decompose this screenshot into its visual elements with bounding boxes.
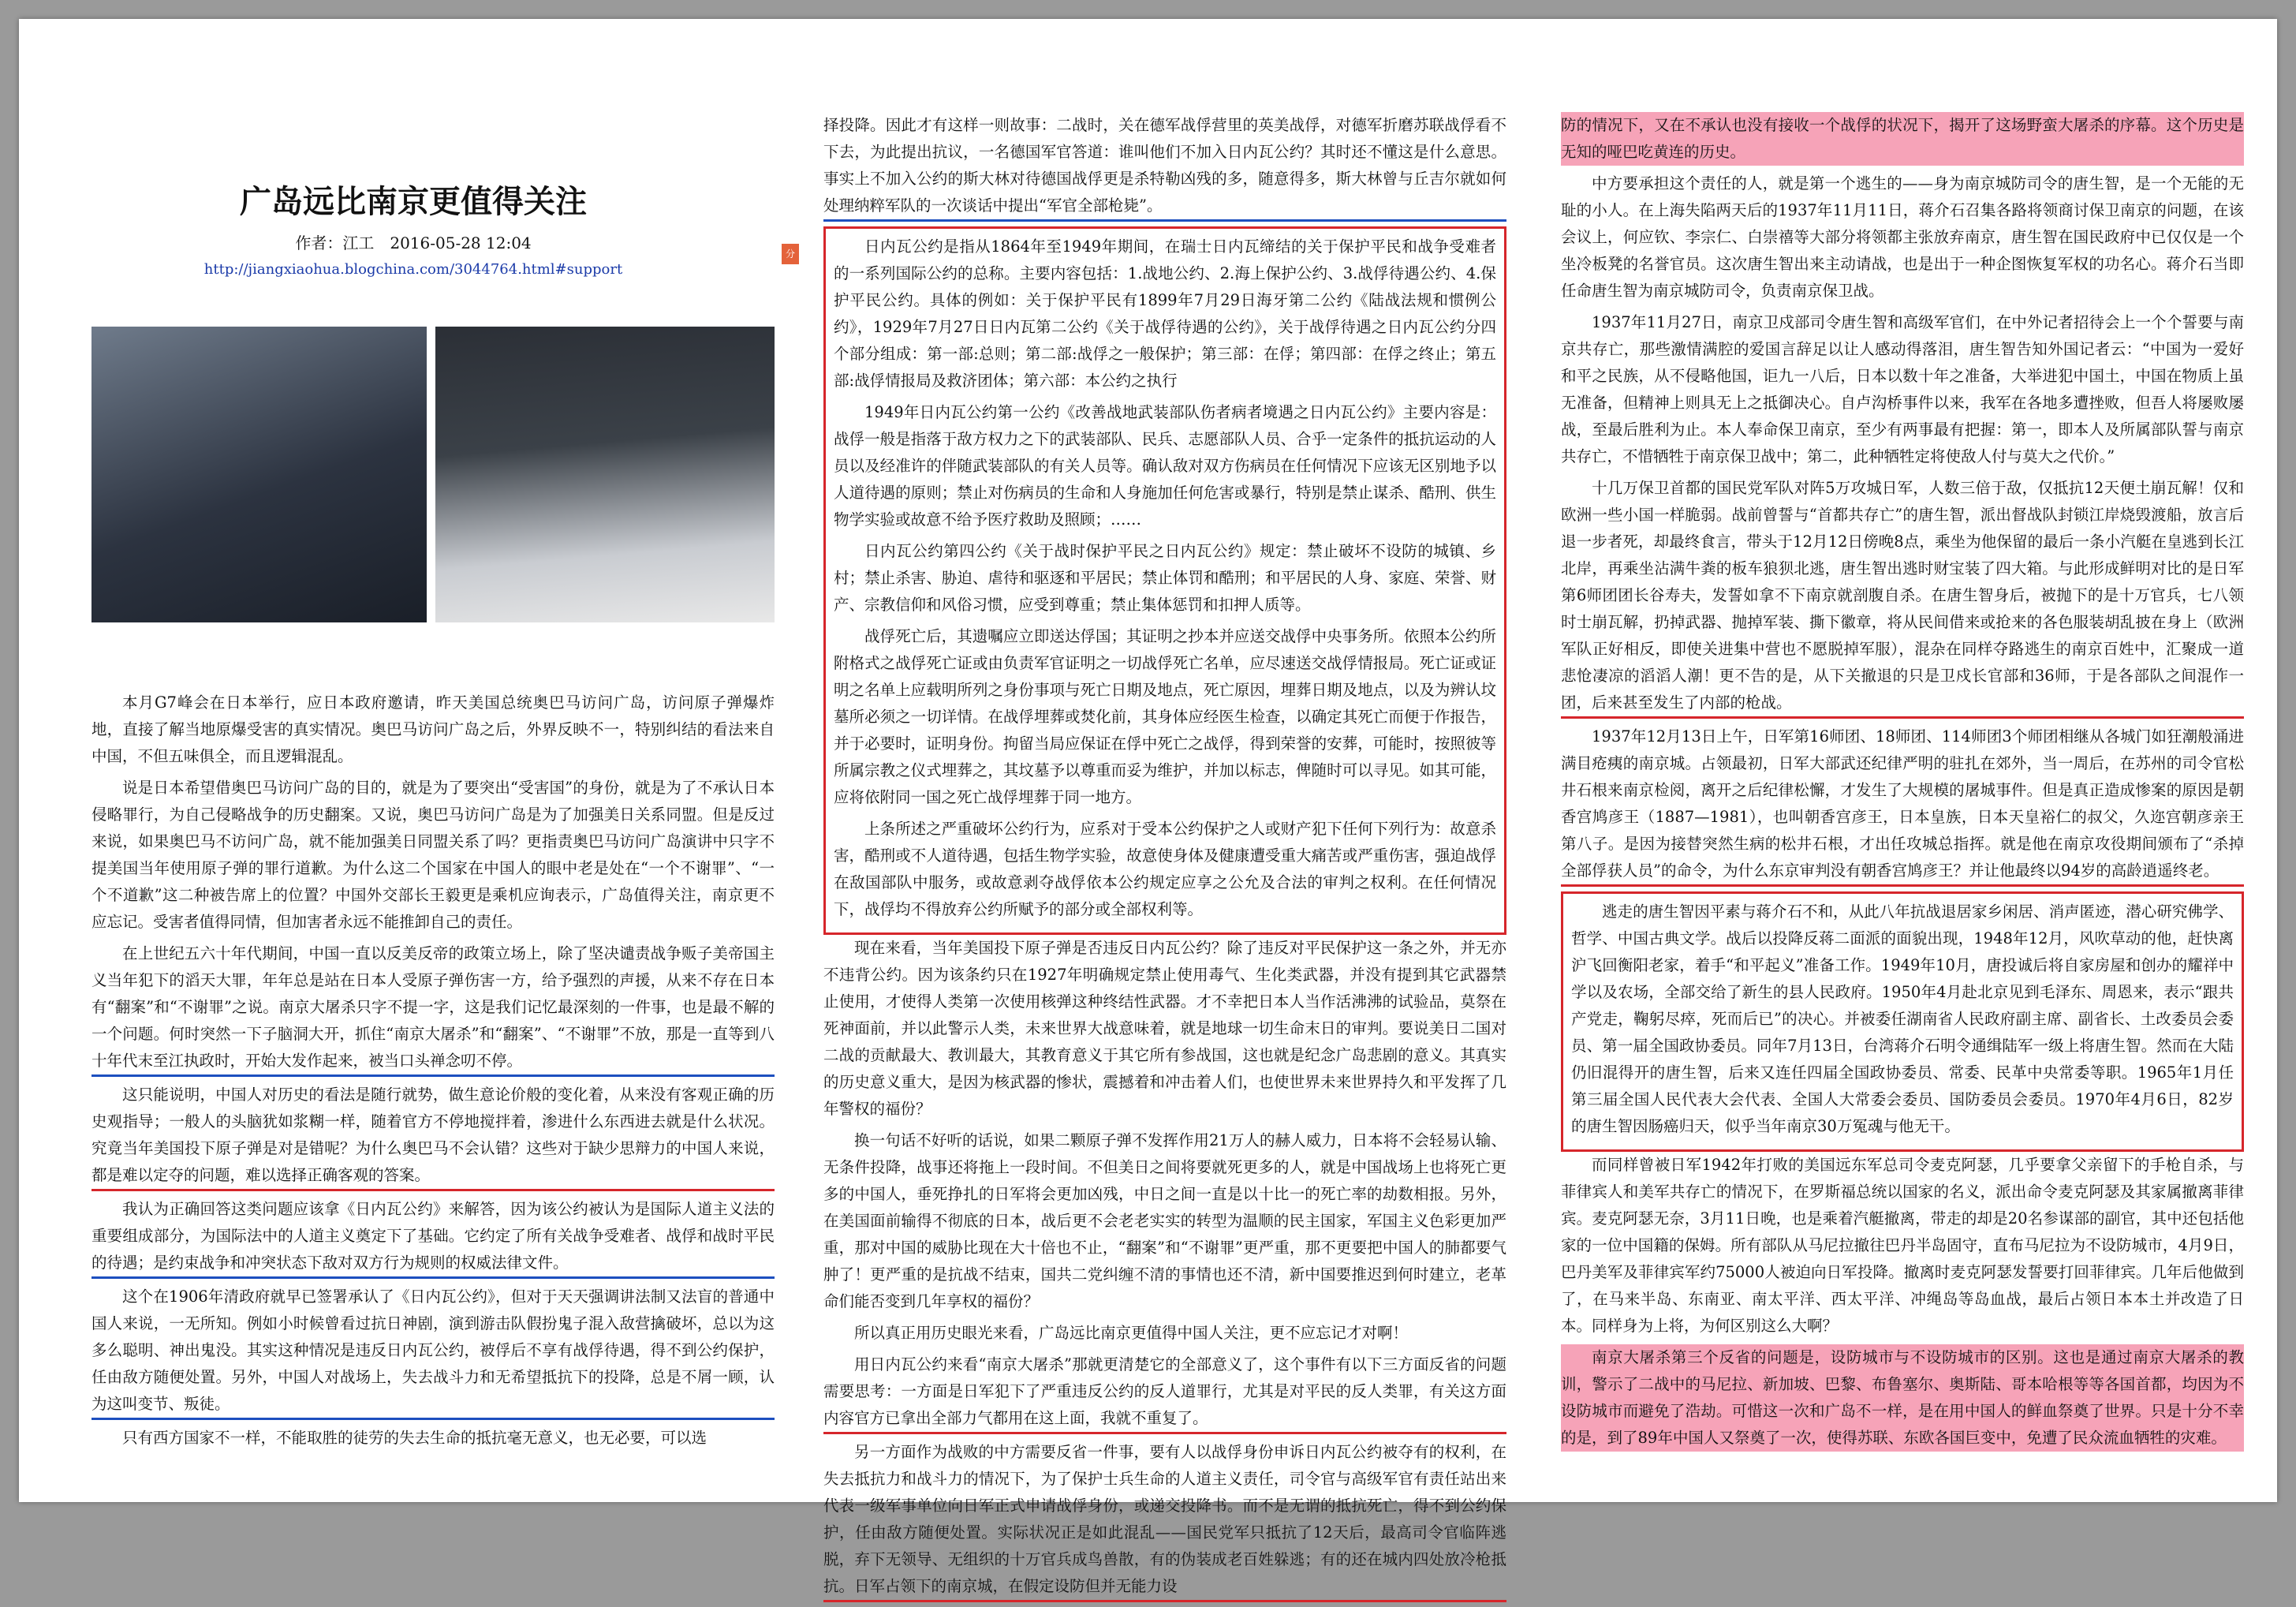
paragraph: 所以真正用历史眼光来看，广岛远比南京更值得中国人关注，更不应忘记才对啊！ (854, 1324, 1409, 1342)
article-title: 广岛远比南京更值得关注 (240, 183, 587, 220)
paragraph: 这只能说明，中国人对历史的看法是随行就势，做生意论价般的变化着，从来没有客观正确的历史观指导；一般人的头脑犹如浆糊一样，随着官方不停地搅拌着，渗进什么东西进去就是什么状况。究竟当年美国投下原子弹是对是错呢？为什么奥巴马不会认错？这些对于缺少思辩力的中国人来说，都是难以定夺的问题，难以选择正确客观的答案。 (91, 1082, 775, 1191)
paragraph: 逃走的唐生智因平素与蒋介石不和，从此八年抗战退居家乡闲居、消声匿迹，潜心研究佛学、哲学、中国古典文学。战后以投降反蒋二面派的面貌出现，1948年12月，风吹草动的他，赶快离沪飞回衡阳老家，着手“和平起义”准备工作。1949年10月，唐投诚后将自家房屋和创办的耀祥中学以及农场，全部交给了新生的县人民政府。1950年4月赴北京见到毛泽东、周恩来，表示“跟共产党走，鞠躬尽瘁，死而后已”的决心。并被委任湖南省人民政府副主席、副省长、土改委员会委员、第一届全国政协委员。同年7月13日，台湾蒋介石明令通缉陆军一级上将唐生智。然而在大陆仍旧混得开的唐生智，后来又连任四届全国政协委员、常委、民革中央常委等职。1965年1月任第三届全国人民代表大会代表、全国人大常委会委员、国防委员会委员。1970年4月6日，82岁的唐生智因肠癌归天，似乎当年南京30万冤魂与他无干。 (1571, 903, 2234, 1135)
author-line: 作者：江工 2016-05-28 12:04 (295, 234, 532, 252)
convention-box (823, 226, 1506, 935)
photo-embrace (91, 327, 427, 622)
paragraph: 换一句话不好听的话说，如果二颗原子弹不发挥作用21万人的赫人威力，日本将不会轻易认输、无条件投降，战事还将拖上一段时间。不但美日之间将要就死更多的人，就是中国战场上也将死亡更多的中国人，垂死挣扎的日军将会更加凶残，中日之间一直是以十比一的死亡率的劫数相报。另外，在美国面前输得不彻底的日本，战后更不会老老实实的转型为温顺的民主国家，军国主义色彩更加严重，那对中国的威胁比现在大十倍也不止，“翻案”和“不谢罪”更严重，那不更要把中国人的肺都要气肿了！更严重的是抗战不结束，国共二党纠缠不清的事情也还不清，新中国要推迟到何时建立，老革命们能否变到几年享权的福份？ (823, 1131, 1506, 1310)
tang-box (1561, 891, 2244, 1152)
paragraph: 这个在1906年清政府就早已签署承认了《日内瓦公约》，但对于天天强调讲法制又法盲的普通中国人来说，一无所知。例如小时候曾看过抗日神剧，演到游击队假扮鬼子混入敌营擒破坏，总以为这多么聪明、神出鬼没。其实这种情况是违反日内瓦公约，被俘后不享有战俘待遇，得不到公约保护，任由敌方随便处置。另外，中国人对战场上，失去战斗力和无希望抵抗下的投降，总是不屑一顾，认为这叫变节、叛徒。 (91, 1284, 775, 1420)
paragraph: 十几万保卫首都的国民党军队对阵5万攻城日军，人数三倍于敌，仅抵抗12天便土崩瓦解！仅和欧洲一些小国一样脆弱。战前曾誓与“首都共存亡”的唐生智，派出督战队封锁江岸烧毁渡船，放言后退一步者死，却最终食言，带头于12月12日傍晚8点，乘坐为他保留的最后一条小汽艇在皇逃到长江北岸，再乘坐沾满牛粪的板车狼狈北逃，唐生智出逃时财宝装了四大箱。与此形成鲜明对比的是日军第6师团团长谷寿夫，发誓如拿不下南京就剖腹自杀。在唐生智身后，被抛下的是十万官兵，七八领时士崩瓦解，扔掉武器、抛掉军装、撕下徽章，将从民间借来或抢来的各色服装胡乱披在身上（欧洲军队正好相反，即使关进集中营也不愿脱掉军服），混杂在同样夺路逃生的南京百姓中，汇聚成一道悲怆凄凉的滔滔人潮！更不告的是，从下关撤退的只是卫戍长官部和36师，于是各部队之间混作一团，后来甚至发生了内部的枪战。 (1561, 475, 2244, 719)
paragraph: 现在来看，当年美国投下原子弹是否违反日内瓦公约？除了违反对平民保护这一条之外，并无亦不违背公约。因为该条约只在1927年明确规定禁止使用毒气、生化类武器，并没有提到其它武器禁止使用，才使得人类第一次使用核弹这种终结性武器。才不幸把日本人当作活沸沸的试验品，莫祭在死神面前，并以此警示人类，未来世界大战意味着，就是地球一切生命末日的审判。要说美日二国对二战的贡献最大、教训最大，其教育意义于其它所有参战国，这也就是纪念广岛悲剧的意义。其真实的历史意义重大，是因为核武器的惨状，震撼着和冲击着人们，也使世界未来世界持久和平发挥了几年警权的福份？ (823, 939, 1506, 1118)
paragraph: 而同样曾被日军1942年打败的美国远东军总司令麦克阿瑟，几乎要拿父亲留下的手枪自杀，与菲律宾人和美军共存亡的情况下，在罗斯福总统以国家的名义，派出命令麦克阿瑟及其家属撤离菲律宾。麦克阿瑟无奈，3月11日晚，也是乘着汽艇撤离，带走的却是20名参谋部的副官，其中还包括他家的一位中国籍的保姆。所有部队从马尼拉撤往巴丹半岛固守，直布马尼拉为不设防城市，4月9日，巴丹美军及菲律宾军约75000人被迫向日军投降。撤离时麦克阿瑟发誓要打回菲律宾。几年后他做到了，在马来半岛、东南亚、南太平洋、西太平洋、冲绳岛等岛血战，最后占领日本本土并改造了日本。同样身为上将，为何区别这么大啊？ (1561, 1156, 2244, 1335)
paragraph: 日内瓦公约是指从1864年至1949年期间，在瑞士日内瓦缔结的关于保护平民和战争受难者的一系列国际公约的总称。主要内容包括：1.战地公约、2.海上保护公约、3.战俘待遇公约、4.保护平民公约。具体的例如：关于保护平民有1899年7月29日海牙第二公约《陆战法规和惯例公约》，1929年7月27日日内瓦第二公约《关于战俘待遇的公约》，关于战俘待遇之日内瓦公约分四个部分组成：第一部:总则；第二部:战俘之一般保护；第三部：在俘；第四部：在俘之终止；第五部:战俘情报局及救济团体；第六部：本公约之执行 (834, 237, 1496, 390)
paragraph: 战俘死亡后，其遗嘱应立即送达俘国；其证明之抄本并应送交战俘中央事务所。依照本公约所附格式之战俘死亡证或由负责军官证明之一切战俘死亡名单，应尽速送交战俘情报局。死亡证或证明之名单上应载明所列之身份事项与死亡日期及地点，死亡原因，埋葬日期及地点，以及为辨认坟墓所必须之一切详情。在战俘埋葬或焚化前，其身体应经医生检查，以确定其死亡而便于作报告，并于必要时，证明身份。拘留当局应保证在俘中死亡之战俘，得到荣誉的安葬，可能时，按照彼等所属宗教之仪式埋葬之，其坟墓予以尊重而妥为维护，并加以标志，俾随时可以寻见。如其可能，应将依附同一国之死亡战俘埋葬于同一地方。 (834, 627, 1496, 806)
share-icon[interactable]: 分 (782, 244, 799, 264)
paragraph: 我认为正确回答这类问题应该拿《日内瓦公约》来解答，因为该公约被认为是国际人道主义法的重要组成部分，为国际法中的人道主义奠定下了基础。它约定了所有关战争受难者、战俘和战时平民的待遇；是约束战争和冲突状态下敌对双方行为规则的权威法律文件。 (91, 1196, 775, 1279)
paragraph: 1937年12月13日上午，日军第16师团、18师团、114师团3个师团相继从各城门如狂潮般涌进满目疮痍的南京城。占领最初，日军大部武还纪律严明的驻扎在郊外，当一周后，在苏州的司令官松井石根来南京检阅，离开之后纪律松懈，才发生了大规模的屠城事件。但是真正造成惨案的原因是朝香宫鸠彦王（1887—1981），也叫朝香宫彦王，日本皇族，日本天皇裕仁的叔父，久迩宫朝彦亲王第八子。是因为接替突然生病的松井石根，才出任攻城总指挥。就是他在南京攻役期间颁布了“杀掉全部俘获人员”的命令，为什么东京审判没有朝香宫鸠彦王？并让他最终以94岁的高龄逍遥终老。 (1561, 723, 2244, 887)
paragraph: 在上世纪五六十年代期间，中国一直以反美反帝的政策立场上，除了坚决谴责战争贩子美帝国主义当年犯下的滔天大罪，年年总是站在日本人受原子弹伤害一方，给予强烈的声援，从来不存在日本有“翻案”和“不谢罪”之说。南京大屠杀只字不提一字，这是我们记忆最深刻的一件事，也是最不解的一个问题。何时突然一下子脑洞大开，抓住“南京大屠杀”和“翻案”、“不谢罪”不放，那是一直等到八十年代末至江执政时，开始大发作起来，被当口头禅念叨不停。 (91, 940, 775, 1077)
paragraph: 南京大屠杀第三个反省的问题是，设防城市与不设防城市的区别。这也是通过南京大屠杀的教训，警示了二战中的马尼拉、新加坡、巴黎、布鲁塞尔、奥斯陆、哥本哈根等等各国首都，均因为不设防城市而避免了浩劫。可惜这一次和广岛不一样，是在用中国人的鲜血祭奠了世界。只是十分不幸的是，到了89年中国人又祭奠了一次，使得苏联、东欧各国巨变中，免遭了民众流血牺牲的灾难。 (1561, 1344, 2244, 1452)
paragraph: 1937年11月27日，南京卫戍部司令唐生智和高级军官们，在中外记者招待会上一个个誓要与南京共存亡，那些激情满腔的爱国言辞足以让人感动得落泪，唐生智告知外国记者云：“中国为一爱好和平之民族，从不侵略他国，讵九一八后，日本以数十年之准备，大举进犯中国土，中国在物质上虽无准备，但精神上则具无上之抵御决心。自卢沟桥事件以来，我军在各地多遭挫败，但吾人将屡败屡战，至最后胜利为止。本人奉命保卫南京，至少有两事最有把握：第一，即本人及所属部队誓与南京共存亡，不惜牺牲于南京保卫战中；第二，此种牺牲定将使敌人付与莫大之代价。” (1561, 313, 2244, 465)
paragraph: 1949年日内瓦公约第一公约《改善战地武装部队伤者病者境遇之日内瓦公约》主要内容是：战俘一般是指落于敌方权力之下的武装部队、民兵、志愿部队人员、合乎一定条件的抵抗运动的人员以及经准许的伴随武装部队的有关人员等。确认敌对双方伤病员在任何情况下应该无区别地予以人道待遇的原则；禁止对伤病员的生命和人身施加任何危害或暴行，特别是禁止谋杀、酷刑、供生物学实验或故意不给予医疗救助及照顾；…… (834, 403, 1496, 529)
paragraph: 中方要承担这个责任的人，就是第一个逃生的——身为南京城防司令的唐生智，是一个无能的无耻的小人。在上海失陷两天后的1937年11月11日，蒋介石召集各路将领商讨保卫南京的问题，在该会议上，何应钦、李宗仁、白崇禧等大部分将领都主张放弃南京，唐生智在国民政府中已仅仅是一个坐冷板凳的名誉官员。这次唐生智出来主动请战，也是出于一种企图恢复军权的功名心。蒋介石当即任命唐生智为南京城防司令，负责南京保卫战。 (1561, 174, 2244, 300)
paragraph: 择投降。因此才有这样一则故事：二战时，关在德军战俘营里的英美战俘，对德军折磨苏联战俘看不下去，为此提出抗议，一名德国军官答道：谁叫他们不加入日内瓦公约？其时还不懂这是什么意思。事实上不加入公约的斯大林对待德国战俘更是杀特勒凶残的多，随意得多，斯大林曾与丘吉尔就如何处理纳粹军队的一次谈话中提出“军官全部枪毙”。 (823, 112, 1506, 222)
paragraph: 只有西方国家不一样，不能取胜的徒劳的失去生命的抵抗毫无意义，也无必要，可以选 (122, 1429, 707, 1447)
column-3 (1561, 112, 2244, 1456)
column-2 (823, 112, 1506, 1607)
paragraph: 另一方面作为战败的中方需要反省一件事，要有人以战俘身份申诉日内瓦公约被夺有的权利，在失去抵抗力和战斗力的情况下，为了保护士兵生命的人道主义责任，司令官与高级军官有责任站出来代表一级军事单位向日军正式申请战俘身份，或递交投降书。而不是无谓的抵抗死亡，得不到公约保护，任由敌方随便处置。实际状况正是如此混乱——国民党军只抵抗了12天后，最高司令官临阵逃脱，弃下无领导、无组织的十万官兵成鸟兽散，有的伪装成老百姓躲逃；有的还在城内四处放冷枪抵抗。日军占领下的南京城，在假定设防但并无能力设 (823, 1439, 1506, 1602)
photo-wreath (435, 327, 775, 622)
paragraph: 用日内瓦公约来看“南京大屠杀”那就更清楚它的全部意义了，这个事件有以下三方面反省的问题需要思考：一方面是日军犯下了严重违反公约的反人道罪行，尤其是对平民的反人类罪，有关这方面内容官方已拿出全部力气都用在这上面，我就不重复了。 (823, 1351, 1506, 1434)
paragraph: 上条所述之严重破坏公约行为，应系对于受本公约保护之人或财产犯下任何下列行为：故意杀害，酷刑或不人道待遇，包括生物学实验，故意使身体及健康遭受重大痛苦或严重伤害，强迫战俘在敌国部队中服务，或故意剥夺战俘依本公约规定应享之公允及合法的审判之权利。在任何情况下，战俘均不得放弃公约所赋予的部分或全部权利等。 (834, 820, 1496, 918)
column-1 (91, 690, 775, 1456)
article-meta (145, 230, 681, 278)
document-page (19, 19, 2277, 1595)
paragraph: 防的情况下，又在不承认也没有接收一个战俘的状况下，揭开了这场野蛮大屠杀的序幕。这个历史是无知的哑巴吃黄连的历史。 (1561, 112, 2244, 166)
paragraph: 日内瓦公约第四公约《关于战时保护平民之日内瓦公约》规定：禁止破坏不设防的城镇、乡村；禁止杀害、胁迫、虐待和驱逐和平居民；禁止体罚和酷刑；和平居民的人身、家庭、荣誉、财产、宗教信仰和风俗习惯，应受到尊重；禁止集体惩罚和扣押人质等。 (834, 542, 1496, 614)
paragraph: 本月G7峰会在日本举行，应日本政府邀请，昨天美国总统奥巴马访问广岛，访问原子弹爆炸地，直接了解当地原爆受害的真实情况。奥巴马访问广岛之后，外界反映不一，特别纠结的看法来自中国，不但五味俱全，而且逻辑混乱。 (91, 693, 775, 765)
article-url[interactable]: http://jiangxiaohua.blogchina.com/3044764.html#support (203, 261, 623, 278)
paragraph: 说是日本希望借奥巴马访问广岛的目的，就是为了要突出“受害国”的身份，就是为了不承认日本侵略罪行，为自己侵略战争的历史翻案。又说，奥巴马访问广岛是为了加强美日关系同盟。但是反过来说，如果奥巴马不访问广岛，就不能加强美日同盟关系了吗？更指责奥巴马访问广岛演讲中只字不提美国当年使用原子弹的罪行道歉。为什么这二个国家在中国人的眼中老是处在“一个不谢罪”、“一个不道歉”这二种被告席上的位置？中国外交部长王毅更是乘机应询表示，广岛值得关注，南京更不应忘记。受害者值得同情，但加害者永远不能推卸自己的责任。 (91, 779, 775, 931)
